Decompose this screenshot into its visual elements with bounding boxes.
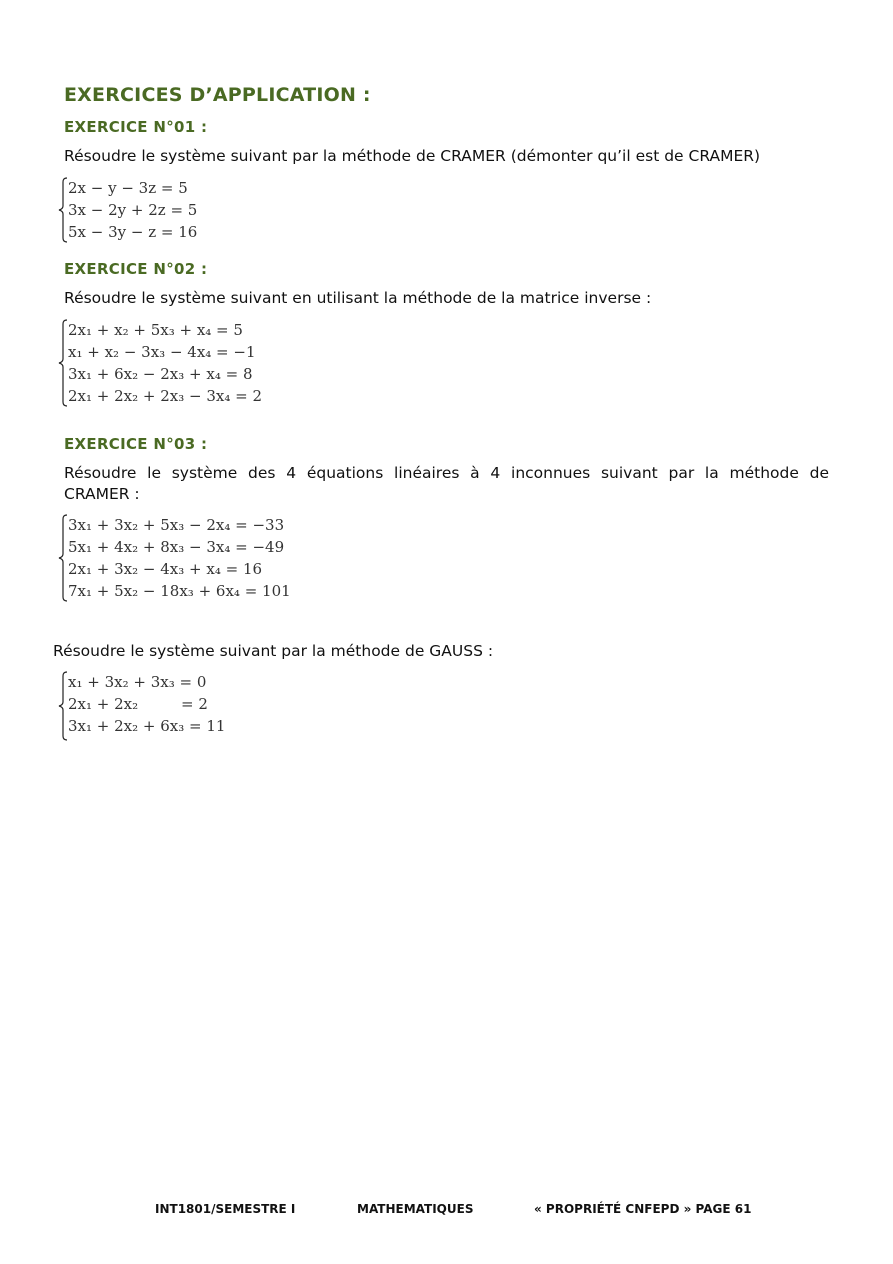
footer-subject: MATHEMATIQUES [357,1202,474,1216]
equation: 3x₁ + 3x₂ + 5x₃ − 2x₄ = −33 [68,516,285,534]
left-brace-icon [58,319,68,407]
footer-page-number: « PROPRIÉTÉ CNFEPD » PAGE 61 [534,1202,752,1216]
equation: x₁ + 3x₂ + 3x₃ = 0 [68,673,207,691]
exercise-3-instruction-line-2: CRAMER : [64,485,140,503]
exercise-1-instruction: Résoudre le système suivant par la méthode de CRAMER (démonter qu’il est de CRAMER) [64,147,761,165]
exercise-3-system [58,514,398,602]
equation: 3x − 2y + 2z = 5 [68,201,198,219]
equation: 2x₁ + 2x₂ = 2 [68,695,208,713]
equation: 3x₁ + 2x₂ + 6x₃ = 11 [68,717,226,735]
exercise-2-instruction: Résoudre le système suivant en utilisant la méthode de la matrice inverse : [64,289,652,307]
equation: 5x₁ + 4x₂ + 8x₃ − 3x₄ = −49 [68,538,285,556]
left-brace-icon [58,177,68,243]
exercise-4-instruction: Résoudre le système suivant par la méthode de GAUSS : [53,642,494,660]
equation: 2x₁ + x₂ + 5x₃ + x₄ = 5 [68,321,243,339]
page-title: EXERCICES D’APPLICATION : [64,84,371,106]
equation: 5x − 3y − z = 16 [68,223,198,241]
exercise-1-system [58,177,318,243]
equation: 7x₁ + 5x₂ − 18x₃ + 6x₄ = 101 [68,582,291,600]
exercise-3-instruction-line-1: Résoudre le système des 4 équations linéaires à 4 inconnues suivant par la méthode de [64,464,829,482]
equation: x₁ + x₂ − 3x₃ − 4x₄ = −1 [68,343,256,361]
left-brace-icon [58,514,68,602]
equation: 2x₁ + 3x₂ − 4x₃ + x₄ = 16 [68,560,263,578]
exercise-4-system [58,671,318,741]
exercise-2-system [58,319,378,407]
exercise-2-title: EXERCICE N°02 : [64,260,208,278]
equation: 3x₁ + 6x₂ − 2x₃ + x₄ = 8 [68,365,253,383]
equation: 2x − y − 3z = 5 [68,179,188,197]
footer-course-code: INT1801/SEMESTRE I [155,1202,296,1216]
equation: 2x₁ + 2x₂ + 2x₃ − 3x₄ = 2 [68,387,263,405]
exercise-3-title: EXERCICE N°03 : [64,435,208,453]
left-brace-icon [58,671,68,741]
exercise-1-title: EXERCICE N°01 : [64,118,208,136]
